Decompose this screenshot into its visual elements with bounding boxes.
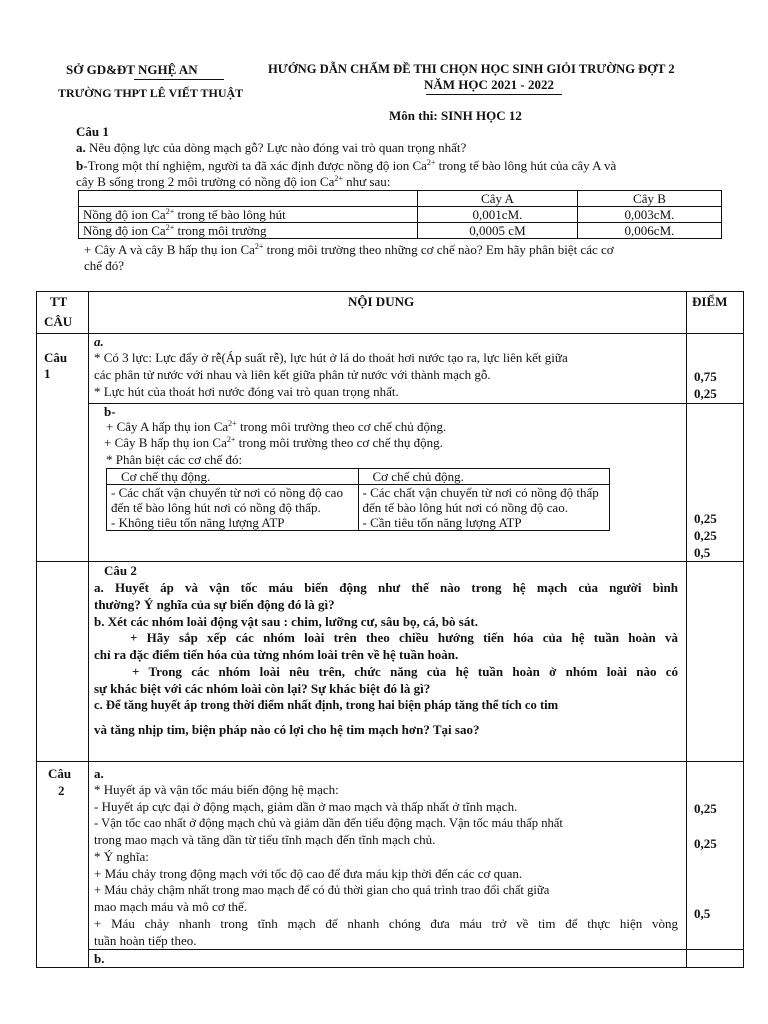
cmp-passive-1: - Các chất vận chuyển từ nơi có nồng độ cao đến tế bào lông hút nơi có nồng độ thấp.	[111, 485, 343, 515]
cell-a-root-hair: 0,001cM.	[418, 207, 578, 223]
exam-title: HƯỚNG DẪN CHẤM ĐỀ THI CHỌN HỌC SINH GIỎI TRƯỜNG ĐỢT 2	[268, 62, 675, 76]
mechanism-comparison-table	[106, 468, 610, 531]
row1-label-cau: Câu	[44, 350, 68, 365]
r2-line8: mao mạch máu và mô cơ thể.	[94, 899, 248, 914]
r1-score-5: 0,5	[694, 545, 711, 560]
row1-label-num: 1	[44, 366, 51, 381]
r1-part-b: b-	[104, 404, 116, 419]
r2-line5: * Ý nghĩa:	[94, 849, 149, 864]
r2-score-2: 0,25	[694, 836, 717, 851]
q2-c-line1: c. Để tăng huyết áp trong thời điểm nhất định, trong hai biện pháp tăng thể tích co tim	[94, 698, 559, 712]
r2-part-b: b.	[94, 951, 105, 966]
department-name: SỞ GD&ĐT NGHỆ AN	[66, 62, 198, 77]
school-name: TRƯỜNG THPT LÊ VIẾT THUẬT	[58, 86, 244, 100]
cell-b-root-hair: 0,003cM.	[577, 207, 721, 223]
row2-label-cau: Câu	[48, 766, 72, 781]
r2-part-a: a.	[94, 766, 104, 781]
r2-line1: * Huyết áp và vận tốc máu biến động hệ mạch:	[94, 782, 339, 797]
q2-b-line3: chỉ ra đặc điểm tiến hóa của từng nhóm loài trên về hệ tuần hoàn.	[94, 647, 459, 662]
r1-b-line2: + Cây B hấp thụ ion $Ca^{2+}$ trong môi trường theo cơ chế thụ động.	[104, 435, 443, 450]
r1-score-4: 0,25	[694, 528, 717, 543]
q2-b-line1: b. Xét các nhóm loài động vật sau : chim, lưỡng cư, sâu bọ, cá, bò sát.	[94, 614, 478, 629]
cmp-head-passive: Cơ chế thụ động.	[107, 469, 359, 485]
question-1-label: Câu 1	[76, 124, 109, 139]
question-1-followup-line2: chế đó?	[84, 258, 125, 273]
r2-line7: + Máu chảy chậm nhất trong mao mạch để có đủ thời gian cho quá trình trao đổi chất giữa	[94, 883, 550, 897]
concentration-table	[78, 190, 722, 239]
header-cay-a: Cây A	[418, 191, 578, 207]
cell-b-environment: 0,006cM.	[577, 223, 721, 239]
question-1b-line2: cây B sống trong 2 môi trường có nồng độ ion $Ca^{2+}$ như sau:	[76, 174, 391, 189]
q2-c-line2: và tăng nhịp tim, biện pháp nào có lợi cho hệ tim mạch hơn? Tại sao?	[94, 722, 480, 737]
cmp-passive-cell	[107, 485, 359, 531]
row-label-environment: Nồng độ ion $Ca^{2+}$ trong môi trường	[79, 223, 418, 239]
header-underline	[134, 79, 224, 80]
exam-year: NĂM HỌC 2021 - 2022	[424, 77, 554, 92]
r1-b-line3: * Phân biệt các cơ chế đó:	[106, 452, 243, 467]
q2-b-line2: + Hãy sắp xếp các nhóm loài trên theo chiều hướng tiến hóa của hệ tuần hoàn và	[130, 630, 678, 645]
question-1b-line1: b-Trong một thí nghiệm, người ta đã xác định được nồng độ ion $Ca^{2+}$ trong tế bào lông hút của cây A và	[76, 158, 617, 173]
r2-line3: - Vận tốc cao nhất ở động mạch chủ và giảm dần đến tiểu động mạch. Vận tốc máu thấp nhất	[94, 816, 563, 830]
row-label-root-hair: Nồng độ ion $Ca^{2+}$ trong tế bào lông hút	[79, 207, 418, 223]
r1-score-2: 0,25	[694, 386, 717, 401]
r2-line4: trong mao mạch và tăng dần từ tiểu tĩnh mạch đến tĩnh mạch chủ.	[94, 832, 436, 847]
q2-b-line4: + Trong các nhóm loài nêu trên, chức năng của hệ tuần hoàn ở nhóm loài nào có	[132, 664, 678, 679]
r1-score-1: 0,75	[694, 369, 717, 384]
q2-a-line2: thường? Ý nghĩa của sự biến động đó là gì?	[94, 597, 335, 612]
cmp-active-cell	[358, 485, 610, 531]
head-content: NỘI DUNG	[348, 294, 415, 309]
r2-line2: - Huyết áp cực đại ở động mạch, giảm dần ở mao mạch và thấp nhất ở tĩnh mạch.	[94, 799, 518, 814]
head-score: ĐIỂM	[692, 294, 728, 309]
r2-line10: tuần hoàn tiếp theo.	[94, 933, 197, 948]
r2-score-1: 0,25	[694, 801, 717, 816]
r1-b-line1: + Cây A hấp thụ ion $Ca^{2+}$ trong môi trường theo cơ chế chủ động.	[106, 419, 447, 434]
subject-title: Môn thi: SINH HỌC 12	[389, 108, 522, 123]
header-cay-b: Cây B	[577, 191, 721, 207]
q2-a-line1: a. Huyết áp và vận tốc máu biến động như thế nào trong hệ mạch của người bình	[94, 580, 678, 595]
r2-line9: + Máu chảy nhanh trong tĩnh mạch để nhanh chóng đưa máu trở về tim để thực hiện vòng	[94, 916, 678, 931]
question-2-label: Câu 2	[104, 563, 137, 578]
r2-score-3: 0,5	[694, 906, 711, 921]
question-1a: a. Nêu động lực của dòng mạch gỗ? Lực nào đóng vai trò quan trọng nhất?	[76, 140, 467, 155]
cmp-active-1: - Các chất vận chuyển từ nơi có nồng độ thấp đến tế bào lông hút nơi có nồng độ cao.	[362, 485, 599, 515]
question-1-followup-line1: + Cây A và cây B hấp thụ ion $Ca^{2+}$ trong môi trường theo những cơ chế nào? Em hãy phân biệt các cơ	[84, 242, 614, 257]
cmp-active-2: - Cần tiêu tốn năng lượng ATP	[362, 515, 522, 530]
r2-line6: + Máu chảy trong động mạch với tốc độ cao để đưa máu kịp thời đến các cơ quan.	[94, 866, 523, 881]
r1-a-line2: các phân tử nước với nhau và liên kết giữa phân tử nước với thành mạch gỗ.	[94, 367, 491, 382]
head-tt: TT	[50, 294, 68, 309]
r1-part-a: a.	[94, 334, 104, 349]
head-cau: CÂU	[44, 314, 73, 329]
row2-label-num: 2	[58, 783, 65, 798]
r1-score-3: 0,25	[694, 511, 717, 526]
r1-a-line1: * Có 3 lực: Lực đẩy ở rễ(Áp suất rễ), lực hút ở lá do thoát hơi nước tạo ra, lực liên kết giữa	[94, 350, 568, 365]
r1-a-line3: * Lực hút của thoát hơi nước đóng vai trò quan trọng nhất.	[94, 384, 399, 399]
q2-b-line5: sự khác biệt với các nhóm loài còn lại? Sự khác biệt đó là gì?	[94, 681, 431, 696]
year-underline	[426, 94, 562, 95]
cmp-head-active: Cơ chế chủ động.	[358, 469, 610, 485]
table-empty-cell	[79, 191, 418, 207]
cmp-passive-2: - Không tiêu tốn năng lượng ATP	[111, 515, 285, 530]
cell-a-environment: 0,0005 cM	[418, 223, 578, 239]
